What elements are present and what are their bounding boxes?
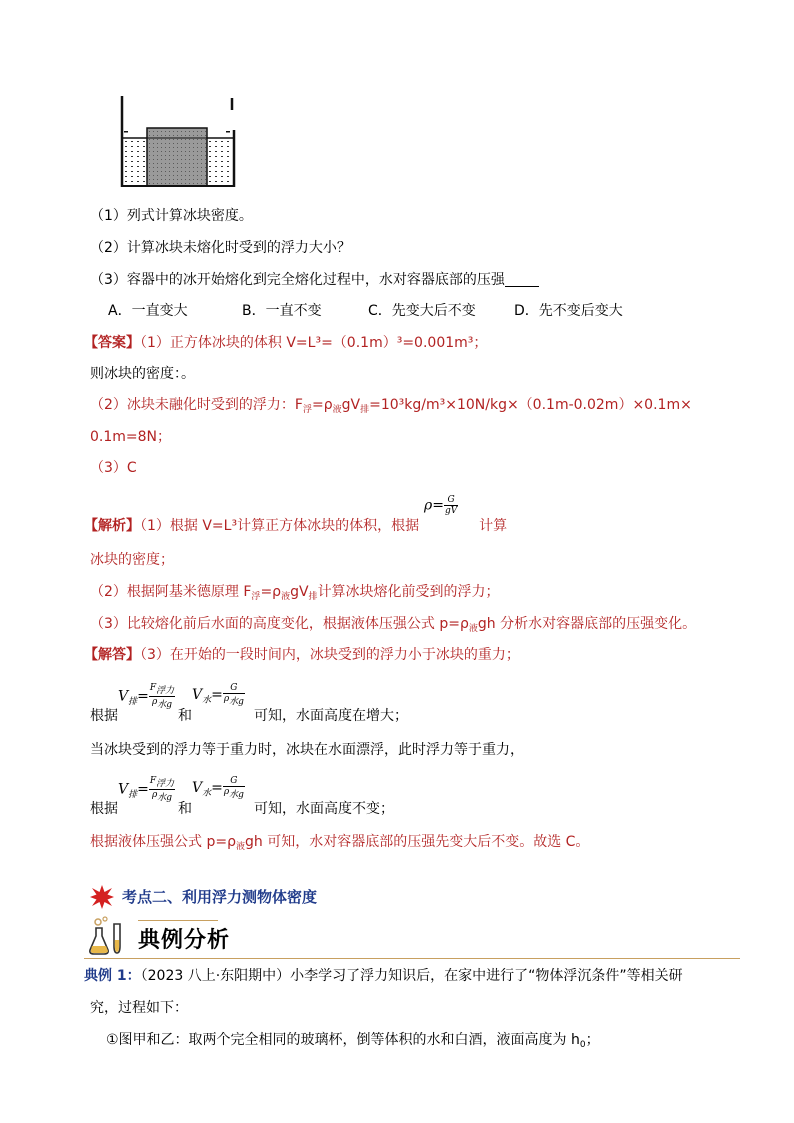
analysis-2-post: 计算冰块熔化前受到的浮力； xyxy=(317,584,500,600)
step-1-post: ； xyxy=(585,1032,600,1048)
example-1-tag: 典例 1： xyxy=(84,968,141,984)
answer-2-sub-fu: 浮 xyxy=(302,405,312,415)
step-1-text: ①图甲和乙：取两个完全相同的玻璃杯，倒等体积的水和白酒，液面高度为 h xyxy=(106,1032,580,1048)
lab-flask-icon xyxy=(88,916,134,956)
solution-formula-1: $V_排=$ $\frac{\text{F浮力}}{\text{ρ水g}}$ xyxy=(118,683,175,710)
formula-denominator: gV xyxy=(444,506,458,516)
answer-line-2b: 0.1m=8N； xyxy=(90,429,172,445)
example-1-text-1: （2023 八上·东阳期中）小李学习了浮力知识后，在家中进行了“物体浮沉条件”等相关研 xyxy=(140,968,683,984)
analysis-2-sub-pai: 排 xyxy=(308,592,318,602)
solution-formula-2: $V_水=$ $\frac{G}{\text{ρ水g}}$ xyxy=(192,683,244,707)
analysis-3-post: gh 分析水对容器底部的压强变化。 xyxy=(477,616,697,632)
question-2: （2）计算冰块未熔化时受到的浮力大小？ xyxy=(90,240,351,256)
example-header: 典例分析 xyxy=(138,928,231,953)
solution-2-genju: 根据 xyxy=(90,708,118,724)
option-b: B．一直不变 xyxy=(242,303,322,319)
ice-cube xyxy=(147,128,207,186)
answer-2-sub-ye: 液 xyxy=(332,405,342,415)
answer-2-pre: （2）冰块未融化时受到的浮力：F xyxy=(90,397,303,413)
question-3-text: （3）容器中的冰开始熔化到完全熔化过程中，水对容器底部的压强 xyxy=(90,272,505,288)
container-diagram xyxy=(112,94,242,190)
solution-tag: 【解答】 xyxy=(84,647,140,663)
solution-line-2 xyxy=(90,706,408,726)
solution-2-post: 可知，水面高度在增大； xyxy=(254,708,408,724)
formula-rho: ρ xyxy=(424,497,433,514)
answer-2-post: =10³kg/m³×10N/kg×（0.1m-0.02m）×0.1m× xyxy=(369,397,692,413)
answer-line-1b: 则冰块的密度：。 xyxy=(90,366,195,382)
example-1-line-2: 究，过程如下： xyxy=(90,1000,188,1016)
formula-v: V xyxy=(118,688,129,705)
section-2-title: 考点二、利用浮力测物体密度 xyxy=(122,888,318,906)
header-bottom-rule xyxy=(84,958,740,959)
analysis-line-3 xyxy=(90,614,696,639)
formula-numerator: G xyxy=(444,495,458,506)
analysis-3-sub-ye: 液 xyxy=(468,624,478,634)
density-formula xyxy=(424,495,458,516)
answer-2-g: gV xyxy=(341,397,361,413)
answer-2-sub-pai: 排 xyxy=(360,405,370,415)
solution-formula-3: $V_排=$ $\frac{\text{F浮力}}{\text{ρ水g}}$ xyxy=(118,776,175,803)
example-1-step-1 xyxy=(106,1030,600,1055)
analysis-1-pre: （1）根据 V=L³计算正方体冰块的体积，根据 xyxy=(140,518,420,534)
analysis-tag: 【解析】 xyxy=(84,518,140,534)
left-tick xyxy=(124,131,128,133)
answer-line-3: （3）C xyxy=(90,460,137,476)
step-1-sub: 0 xyxy=(579,1040,586,1050)
analysis-2-g: gV xyxy=(290,584,309,600)
analysis-line-1 xyxy=(84,516,507,536)
option-a: A．一直变大 xyxy=(108,303,188,319)
analysis-3-pre: （3）比较熔化前后水面的高度变化，根据液体压强公式 p=ρ xyxy=(90,616,469,632)
answer-blank xyxy=(505,272,539,287)
solution-5-sub: 液 xyxy=(235,842,245,852)
formula-v2-sub: 水 xyxy=(202,695,212,706)
answer-2-mid: =ρ xyxy=(311,397,333,413)
answer-1: （1）正方体冰块的体积 V=L³=（0.1m）³=0.001m³； xyxy=(140,335,488,351)
solution-line-3: 当冰块受到的浮力等于重力时，冰块在水面漂浮，此时浮力等于重力， xyxy=(90,742,524,758)
solution-line-1 xyxy=(84,645,520,665)
solution-formula-4: $V_水=$ $\frac{G}{\text{ρ水g}}$ xyxy=(192,776,244,800)
answer-line-2 xyxy=(90,395,692,420)
analysis-line-2 xyxy=(90,582,500,607)
formula-frac-2: $\frac{G}{\text{ρ水g}}$ xyxy=(223,683,244,707)
analysis-2-sub-fu: 浮 xyxy=(251,592,261,602)
solution-5-pre: 根据液体压强公式 p=ρ xyxy=(90,834,236,850)
solution-2-and: 和 xyxy=(178,708,192,724)
formula-v-sub: 排 xyxy=(128,697,138,707)
formula-eq: = xyxy=(432,497,444,514)
header-top-rule xyxy=(138,920,218,921)
formula-v2: V xyxy=(192,687,203,703)
answer-line-1 xyxy=(84,333,487,353)
star-icon xyxy=(89,884,115,910)
option-c: C．先变大后不变 xyxy=(368,303,476,319)
analysis-2-mid: =ρ xyxy=(260,584,282,600)
right-tick xyxy=(226,131,230,133)
solution-line-4: 根据 和 可知，水面高度不变； xyxy=(90,801,394,817)
question-1: （1）列式计算冰块密度。 xyxy=(90,208,253,224)
analysis-2-sub-ye: 液 xyxy=(281,592,291,602)
example-1-line-1 xyxy=(84,966,683,986)
solution-5-post: gh 可知，水对容器底部的压强先变大后不变。故选 C。 xyxy=(244,834,590,850)
option-d: D．先不变后变大 xyxy=(514,303,623,319)
analysis-line-1b: 冰块的密度； xyxy=(90,552,174,568)
analysis-1-post: 计算 xyxy=(479,518,508,534)
formula-fraction xyxy=(444,495,458,516)
question-3 xyxy=(90,270,539,290)
solution-4-post: 可知，水面高度不变； xyxy=(254,801,394,817)
solution-line-5 xyxy=(90,832,589,857)
solution-1: （3）在开始的一段时间内，冰块受到的浮力小于冰块的重力； xyxy=(140,647,520,663)
answer-tag: 【答案】 xyxy=(84,335,140,351)
analysis-2-pre: （2）根据阿基米德原理 F xyxy=(90,584,252,600)
formula-frac-1: $\frac{\text{F浮力}}{\text{ρ水g}}$ xyxy=(149,683,175,710)
